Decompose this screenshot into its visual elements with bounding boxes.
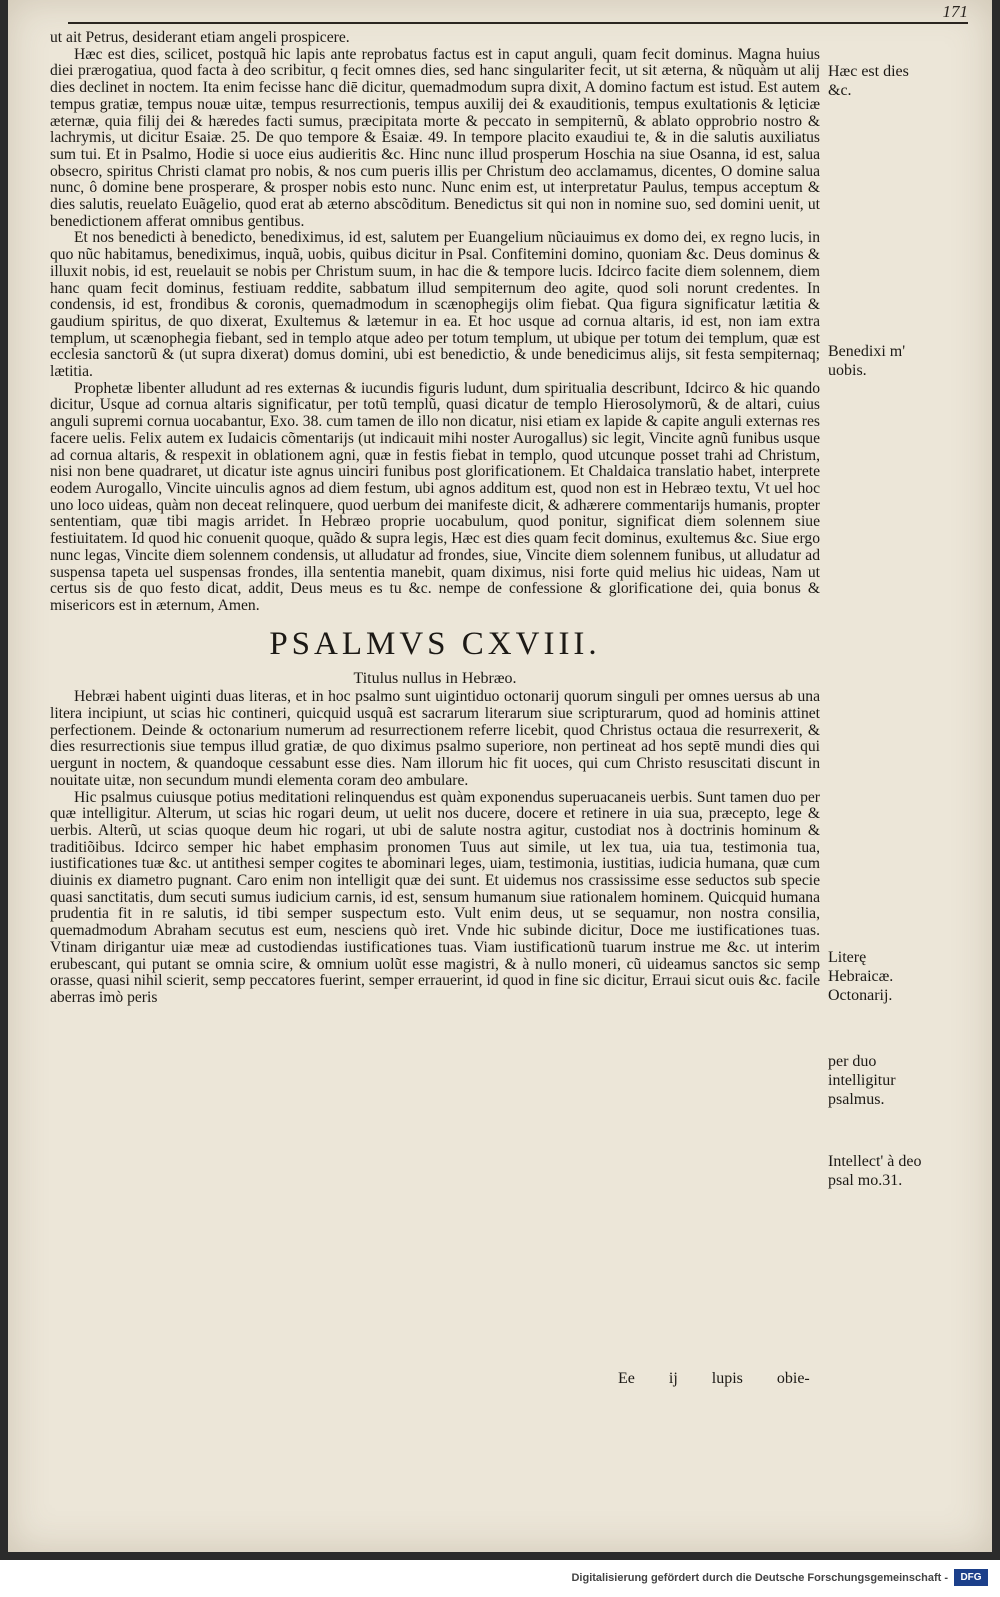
paragraph-2: Et nos benedicti à benedicto, benediximus, id est, salutem per Euangelium nũciauimus ex domo dei, ex regno lucis, in quo nũc habitamus, benediximus, inquã, uobis, quibus dicitur in Psal. Confitemini domino, quoniam &c. Deus dominus & illuxit nobis, id est, reuelauit se nobis per Christum suum, in hac die & tempore lucis. Idcirco facite diem solennem, diem hanc quam fecit dominus, festiuam reddite, sabbatum illud sempiternum deo agite, quod soli norunt credentes. In condensis, id est, frondibus & coronis, quemadmodum in scænophegijs olim fiebat. Qua figura significatur lætitia & gaudium spiritus, de quo dixerat, Exultemus & lætemur in ea. Et hoc usque ad cornua altaris, id est, non iam extra templum, ut scænophegia fiebant, sed in templo atque adeo per totum templum, ut ubique per totum dei templum, quæ est ecclesia sanctorũ & (ut supra dixerat) domus domini, ubi est benedictio, & unde benedicimus alijs, sit festa sempiternaq; lætitia. <box>50 229 820 381</box>
paragraph-5: Hic psalmus cuiusque potius meditationi relinquendus est quàm exponendus superuacaneis uerbis. Sunt tamen duo per quæ intelligitur. Alterum, ut scias hic rogari deum, ut uelit nos ducere, docere et retinere in uia sua, præcepto, lege & uerbis. Alterũ, ut scias quoque deum hic rogari, ut ubi de salute nostra agitur, custodiat nos à doctrinis hominum & traditiõibus. Idcirco semper hic habet emphasim pronomen Tuus aut simile, ut lex tua, uia tua, testimonia tua, iustificationes tuæ &c. ut antithesi semper cogites te abominari leges, uiam, testimonia, iustitias, iudicia humana, quæ cum diuinis ex diametro pugnant. Caro enim non intelligit quæ dei sunt. Et uidemus nos crassissime esse seductos sub specie quasi sanctitatis, dum secuti sumus iudicium carnis, id est, sensum humanum siue rationalem hominem. Quicquid humana prudentia fit in re salutis, id tibi semper suspectum esto. Vult enim deus, ut se sequamur, non nostra consilia, quemadmodum Abraham secutus est eum, nesciens quò iret. Vnde hic subinde dicitur, Doce me iustificationes tuas. Vtinam dirigantur uiæ meæ ad custodiendas iustificationes tuas. Viam iustificationũ tuarum instrue me &c. ut interim erubescant, qui putant se omnia scire, & omnium uolũt esse magistri, & à nullo moneri, cũ uideamus sanctos sic semp orasse, quasi nihil scierit, semp peccatores fuerint, semper errauerint, id quod in fine sic dicitur, Erraui sicut ouis &c. facile aberras imò peris <box>50 788 820 1006</box>
paragraph-4: Hebræi habent uiginti duas literas, et in hoc psalmo sunt uigintiduo octonarij quorum singuli per omnes uersus ab una litera incipiunt, ut scias hic contineri, quicquid usquã est sacrarum literarum siue scripturarum, quod ad hominis attinet perfectionem. Deinde & octonarium numerum ad resurrectionem referre licebit, quod Christus octaua die resurrexerit, & dies resurrectionis siue tempus illud gratiæ, de quo diximus psalmo superiore, non pertineat ad hos septē mundi dies qui uergunt in noctem, & quandoque cessabunt esse dies. Nam illorum hic fit uoces, qui cum Christo resuscitati discunt in nouitate uitæ, non secundum mundi elementa coram deo ambulare. <box>50 688 820 789</box>
paragraph-3: Prophetæ libenter alludunt ad res externas & iucundis figuris ludunt, dum spiritualia describunt, Idcirco & hic quando dicitur, Usque ad cornua altaris significatur, per totũ templũ, quasi dicatur de templo Hierosolymorũ, & de altari, cuius anguli supremi cornua uocabantur, Exo. 38. cum tamen de illo non dicatur, nisi etiam ex lapide & capite anguli externas res facere uelis. Felix autem ex Iudaicis cõmentarijs (ut indicauit mihi noster Aurogallus) sic legit, Vincite agnũ funibus usque ad cornua altaris, & respexit in oblationem agni, quæ in festis fiebat in templo, quod utcunque posset trahi ad Christum, nisi non bene quadraret, ut dicatur iste agnus uinciri funibus post glorificationem. Et Chaldaica translatio habet, interprete eodem Aurogallo, Vincite uinculis agnos ad diem festum, ubi agnos additum est, quod non est in Hebræo textu, Vt uel hoc uno loco uideas, quàm non deceat relinquere, quod uerbum dei manifeste dicit, & adhærere commentarijs humanis, propter sententiam, quæ tibi magis arridet. In Hebræo proprie uocabulum, quod ponitur, significat diem solennem siue festiuitatem. Id quod hic conuenit quoque, quãdo & supra legis, Hæc est dies quam fecit dominus, exultemus &c. Siue ergo nunc legas, Vincite diem solennem condensis, ut alludatur ad frondes, siue, Vincite diem solennem funibus, ut alludatur ad suspensa tapeta uel suspensas frondes, illa sententia manebit, quam diximus, nisi forte quid melius hic uideas, Nam ut certus sis de quo festo dicat, addit, Deus meus es tu &c. nempe de confessione & glorificatione dei, quia bonus & misericors est in æternum, Amen. <box>50 379 820 614</box>
footer-credit: Digitalisierung gefördert durch die Deutsche Forschungsgemeinschaft - <box>571 1572 948 1584</box>
main-text-column <box>50 30 820 1007</box>
margin-note-benedixi: Benedixi m' uobis. <box>828 343 906 379</box>
paragraph-1: Hæc est dies, scilicet, postquã hic lapis ante reprobatus factus est in caput anguli, quam fecit dominus. Magna huius diei prærogatiua, quod facta à deo scribitur, q fecit omnes dies, sed hanc singulariter fecit, ut sit æterna, & nũquàm ut alij dies declinet in noctem. Ita enim fecisse hanc diē dicitur, quemadmodum supra dixit, A domino factum est istud. Est autem tempus gratiæ, tempus nouæ uitæ, tempus resurrectionis, tempus auxilij dei & exauditionis, tempus exultationis & lęticiæ æternæ, quia filij dei & hæredes facti sumus, præcipitata morte & peccato in sempiternũ, & ablato opprobrio nostro & lachrymis, ut dicitur Esaiæ. 25. De quo tempore & Esaiæ. 49. In tempore placito exaudiui te, & in die salutis auxiliatus sum tui. Et in Psalmo, Hodie si uoce eius audieritis &c. Hinc nunc illud prosperum Hoschia na siue Osanna, id est, salua obsecro, spiritus Christi clamat pro nobis, & nos cum pueris illis per Christum deo acclamamus, dicentes, O domine salua nunc, ô domine bene prosperare, & prosper nobis esto nunc. Nunc enim est, ut interpretatur Paulus, tempus acceptum & dies salutis, reuelato Euãgelio, quod erat ab æterno abscõditum. Benedictus sit qui non in nomine suo, sed domini uenit, ut benedictionem afferat omnibus gentibus. <box>50 45 820 230</box>
digitization-footer <box>0 1562 1000 1597</box>
margin-note-intellectus: Intellect' à deo psal mo.31. <box>828 1153 922 1189</box>
psalm-title: PSALMVS CXVIII. <box>269 625 601 662</box>
margin-note-haec-est-dies: Hæc est dies &c. <box>828 63 909 99</box>
catchwords: Ee ij lupis obie- <box>618 1370 810 1387</box>
book-page <box>8 0 992 1552</box>
margin-note-literae-hebraicae: Literę Hebraicæ. Octonarij. <box>828 949 894 1004</box>
margin-note-per-duo: per duo intelligitur psalmus. <box>828 1053 896 1108</box>
folio-number: 171 <box>942 2 968 21</box>
psalm-subtitle: Titulus nullus in Hebræo. <box>353 669 517 687</box>
paragraph-0: ut ait Petrus, desiderant etiam angeli prospicere. <box>50 29 350 46</box>
dfg-logo-icon[interactable]: DFG <box>954 1569 988 1586</box>
running-header <box>68 0 968 24</box>
